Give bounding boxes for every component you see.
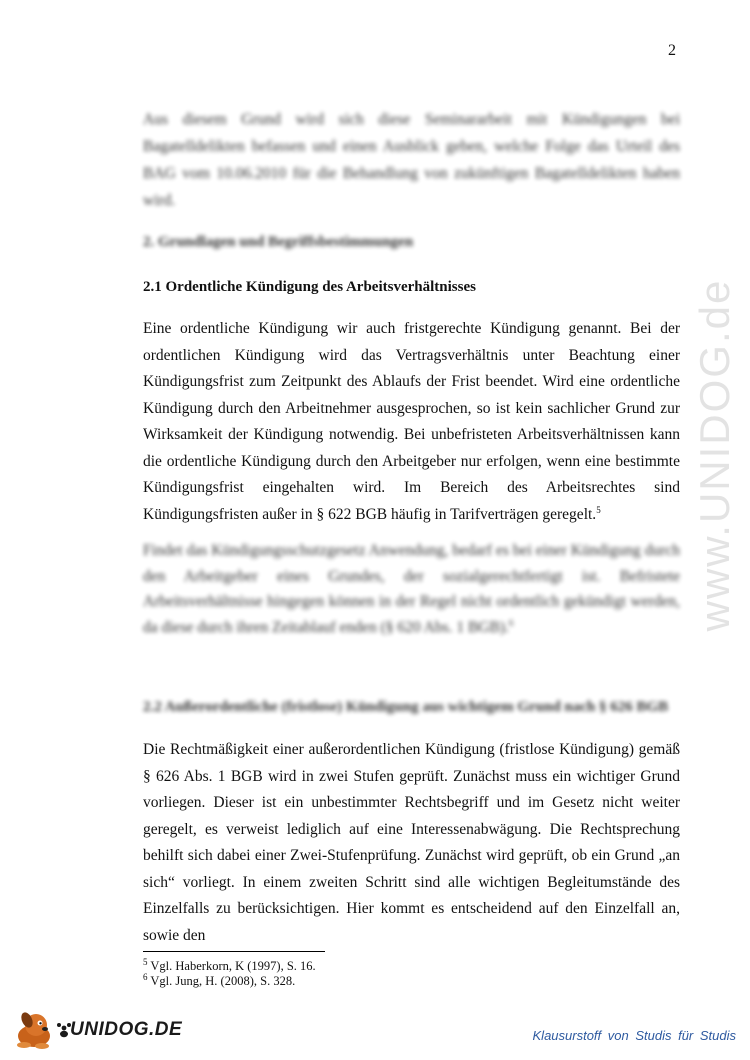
watermark: www.UNIDOG.de	[691, 278, 738, 632]
footnote-6	[143, 971, 316, 989]
body-paragraph-2-2: Die Rechtmäßigkeit einer außerordentlichen Kündigung (fristlose Kündigung) gemäß § 626 Abs. 1 BGB wird in zwei Stufen geprüft. Zunächst muss ein wichtiger Grund vorliegen. Dieser ist ein unbestimmter Rechtsbegriff und im Gesetz nicht weiter geregelt, es verweist lediglich auf eine Interessenabwägung. Die Rechtsprechung behilft sich dabei einer Zwei-Stufenprüfung. Zunächst wird geprüft, ob ein Grund „an sich“ vorliegt. In einem zweiten Schritt sind alle wichtigen Begleitumstände des Einzelfalls zu berücksichtigen. Hier kommt es entscheidend auf den Einzelfall an, sowie den	[143, 741, 680, 944]
footnote-text: Vgl. Jung, H. (2008), S. 328.	[150, 974, 296, 988]
footnote-number: 6	[143, 971, 148, 982]
footnote-divider	[143, 951, 325, 952]
footer-tagline: Klausurstoff von Studis für Studis	[532, 1028, 736, 1043]
page-number: 2	[668, 42, 676, 59]
footnotes	[143, 956, 316, 989]
intro-paragraph: Aus diesem Grund wird sich diese Seminararbeit mit Kündigungen bei Bagatelldelikten befassen und einen Ausblick geben, welche Folge das Urteil des BAG vom 10.06.2010 für die Behandlung von zukünftigen Bagatelldelikten haben wird.	[143, 111, 680, 209]
subsection-heading-2-2: 2.2 Außerordentliche (fristlose) Kündigung aus wichtigem Grund nach § 626 BGB	[143, 699, 669, 715]
dog-mascot-icon	[12, 1010, 74, 1050]
footnote-ref-5: 5	[596, 504, 601, 515]
logo-text: UNIDOG.DE	[70, 1019, 183, 1040]
footnote-number: 5	[143, 956, 148, 967]
body-paragraph-2-1	[143, 316, 680, 528]
paragraph-text: Eine ordentliche Kündigung wir auch fristgerechte Kündigung genannt. Bei der ordentlichen Kündigung wird das Vertragsverhältnis unter Beachtung einer Kündigungsfrist zum Zeitpunkt des Ablaufs der Frist beendet. Wird eine ordentliche Kündigung durch den Arbeitnehmer ausgesprochen, so ist kein sachlicher Grund zur Wirksamkeit der Kündigung notwendig. Bei unbefristeten Arbeitsverhältnissen kann die ordentliche Kündigung durch den Arbeitgeber nur erfolgen, wenn eine bestimmte Kündigungsfrist eingehalten wird. Im Bereich des Arbeitsrechtes sind Kündigungsfristen außer in § 622 BGB häufig in Tarifverträgen geregelt.	[143, 320, 680, 523]
section-heading: 2. Grundlagen und Begriffsbestimmungen	[143, 234, 414, 250]
footnote-text: Vgl. Haberkorn, K (1997), S. 16.	[150, 959, 316, 973]
body-paragraph-2-1-b	[143, 538, 680, 640]
footnote-5	[143, 956, 316, 974]
unidog-logo	[12, 1010, 182, 1050]
footnote-ref-6: 6	[508, 617, 514, 628]
paragraph-text: Findet das Kündigungsschutzgesetz Anwendung, bedarf es bei einer Kündigung durch den Arbeitgeber eines Grundes, der sozialgerechtfertigt ist. Befristete Arbeitsverhältnisse hingegen können in der Regel nicht ordentlich gekündigt werden, da diese durch ihren Zeitablauf enden (§ 620 Abs. 1 BGB).	[143, 542, 680, 636]
subsection-heading-2-1: 2.1 Ordentliche Kündigung des Arbeitsverhältnisses	[143, 279, 476, 295]
